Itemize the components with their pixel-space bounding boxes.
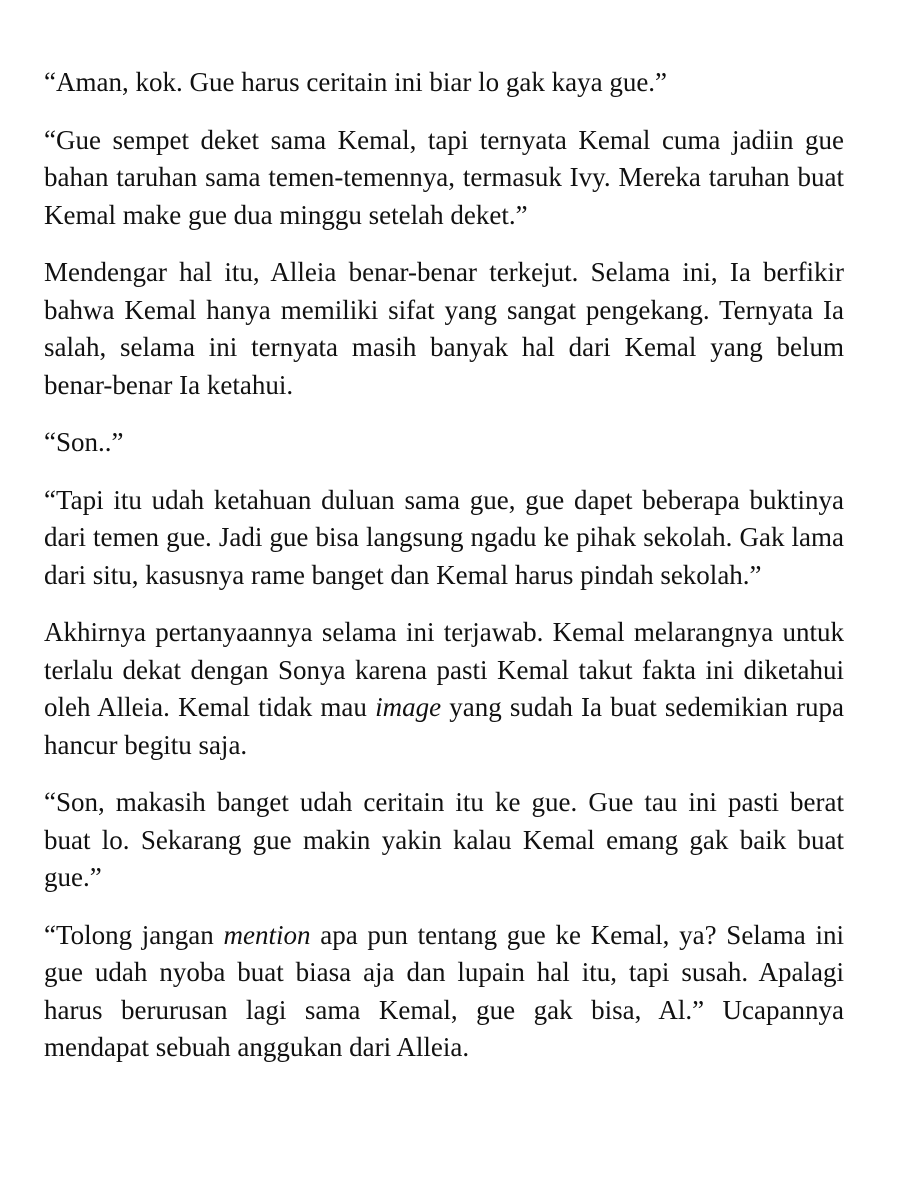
paragraph — [44, 784, 844, 897]
paragraph — [44, 64, 844, 102]
text-run: apa pun tentang gue ke Kemal, ya? Selama ini gue udah nyoba buat biasa aja dan lupain hal itu, tapi susah. Apalagi harus berurusan lagi sama Kemal, gue gak bisa, Al.” Ucapannya mendapat sebuah anggukan dari Alleia. — [44, 919, 844, 1062]
text-body — [44, 64, 844, 1067]
paragraph — [44, 917, 844, 1067]
text-run: “Tapi itu udah ketahuan duluan sama gue, gue dapet beberapa buktinya dari temen gue. Jadi gue bisa langsung ngadu ke pihak sekolah. Gak lama dari situ, kasusnya rame banget dan Kemal harus pindah sekolah.” — [44, 484, 844, 590]
text-run: Akhirnya pertanyaannya selama ini terjawab. Kemal melarangnya untuk terlalu dekat dengan Sonya karena pasti Kemal takut fakta ini diketahui oleh Alleia. Kemal tidak mau — [44, 617, 844, 722]
paragraph — [44, 254, 844, 404]
text-run: “Aman, kok. Gue harus ceritain ini biar lo gak kaya gue.” — [44, 67, 668, 97]
text-run: “Gue sempet deket sama Kemal, tapi ternyata Kemal cuma jadiin gue bahan taruhan sama temen-temennya, termasuk Ivy. Mereka taruhan buat Kemal make gue dua minggu setelah deket.” — [44, 124, 844, 230]
text-run: yang sudah Ia buat sedemikian rupa hancur begitu saja. — [44, 692, 844, 760]
italic-text: image — [375, 692, 442, 722]
text-run: Mendengar hal itu, Alleia benar-benar terkejut. Selama ini, Ia berfikir bahwa Kemal hanya memiliki sifat yang sangat pengekang. Ternyata Ia salah, selama ini ternyata masih banyak hal dari Kemal yang belum benar-benar Ia ketahui. — [44, 257, 844, 400]
paragraph — [44, 482, 844, 595]
paragraph — [44, 122, 844, 235]
italic-text: mention — [223, 919, 311, 950]
text-run: “Son, makasih banget udah ceritain itu ke gue. Gue tau ini pasti berat buat lo. Sekarang gue makin yakin kalau Kemal emang gak baik buat gue.” — [44, 787, 844, 892]
text-run: “Son..” — [44, 427, 124, 457]
paragraph — [44, 614, 844, 764]
paragraph — [44, 424, 844, 462]
text-run: “Tolong jangan — [44, 919, 224, 950]
